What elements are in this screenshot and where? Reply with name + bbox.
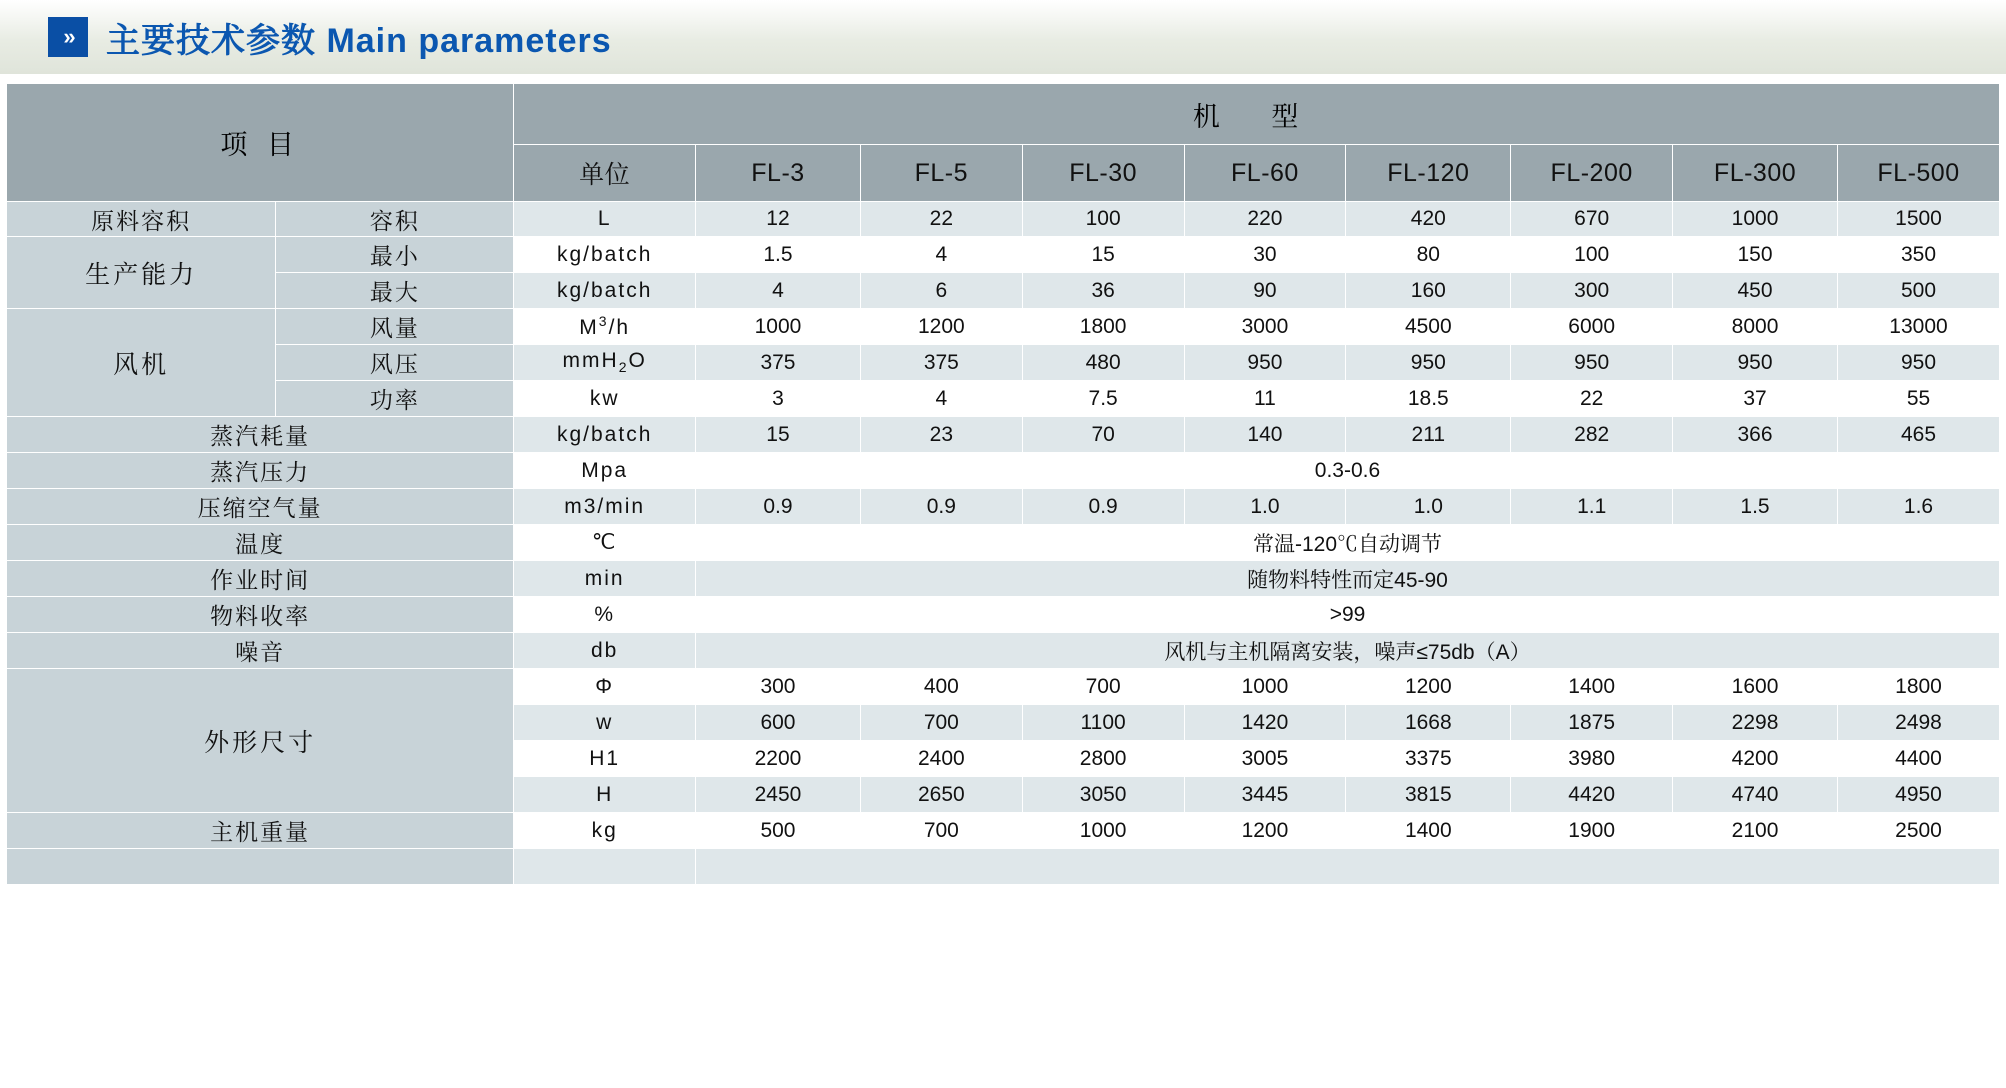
cell-value: 7.5 [1022,381,1184,417]
cell-value: 1000 [1022,813,1184,849]
cell-value: 2200 [696,741,861,777]
main-parameters-table [6,83,2000,885]
cell-value: 15 [696,417,861,453]
cell-value-merged: 常温-120℃自动调节 [696,525,2000,561]
row-unit: db [514,633,696,669]
cell-value: 420 [1346,202,1511,237]
cell-value: 450 [1673,273,1838,309]
table-row [7,237,2000,273]
cell-value: 0.9 [696,489,861,525]
cell-value: 300 [696,669,861,705]
cell-value: 1200 [1184,813,1346,849]
cell-value: 950 [1511,345,1673,381]
cell-value: 950 [1184,345,1346,381]
row-sublabel-volume: 容积 [276,202,514,237]
cell-value: 375 [696,345,861,381]
table-row-partial [7,849,2000,885]
cell-value: 18.5 [1346,381,1511,417]
row-unit-empty [514,849,696,885]
table-header-row-1 [7,84,2000,145]
cell-value: 1875 [1511,705,1673,741]
cell-value: 1800 [1838,669,2000,705]
row-label-noise: 噪音 [7,633,514,669]
cell-value-merged: 随物料特性而定45-90 [696,561,2000,597]
cell-value: 3980 [1511,741,1673,777]
cell-value: 3050 [1022,777,1184,813]
cell-value: 3445 [1184,777,1346,813]
header-model-fl30: FL-30 [1022,145,1184,202]
row-sublabel-airpressure: 风压 [276,345,514,381]
cell-value: 4 [860,381,1022,417]
cell-value: 150 [1673,237,1838,273]
header-model-fl5: FL-5 [860,145,1022,202]
cell-value: 140 [1184,417,1346,453]
cell-value: 1.0 [1346,489,1511,525]
row-label-operation-time: 作业时间 [7,561,514,597]
cell-value: 0.9 [860,489,1022,525]
cell-value: 1100 [1022,705,1184,741]
row-label-steam-consumption: 蒸汽耗量 [7,417,514,453]
cell-value: 700 [860,813,1022,849]
cell-value: 11 [1184,381,1346,417]
row-unit: H1 [514,741,696,777]
section-header [0,0,2006,76]
row-unit: H [514,777,696,813]
cell-value: 15 [1022,237,1184,273]
spec-table-wrapper [0,76,2006,885]
row-unit: min [514,561,696,597]
cell-value: 1.0 [1184,489,1346,525]
cell-value: 2400 [860,741,1022,777]
cell-value: 22 [1511,381,1673,417]
row-unit: m3/min [514,489,696,525]
cell-value-merged: 0.3-0.6 [696,453,2000,489]
cell-value: 1668 [1346,705,1511,741]
cell-value: 0.9 [1022,489,1184,525]
row-label-steam-pressure: 蒸汽压力 [7,453,514,489]
row-unit: Mpa [514,453,696,489]
row-unit: ℃ [514,525,696,561]
cell-value: 100 [1022,202,1184,237]
cell-value: 22 [860,202,1022,237]
header-model-fl500: FL-500 [1838,145,2000,202]
cell-value: 12 [696,202,861,237]
cell-value: 1420 [1184,705,1346,741]
cell-value: 2500 [1838,813,2000,849]
cell-value: 211 [1346,417,1511,453]
cell-value: 1900 [1511,813,1673,849]
row-label-compressed-air: 压缩空气量 [7,489,514,525]
table-row [7,417,2000,453]
cell-value: 600 [696,705,861,741]
table-row [7,633,2000,669]
cell-value: 700 [860,705,1022,741]
row-sublabel-power: 功率 [276,381,514,417]
cell-value: 4 [860,237,1022,273]
row-label-empty [7,849,514,885]
cell-value: 13000 [1838,309,2000,345]
cell-value: 8000 [1673,309,1838,345]
cell-value: 37 [1673,381,1838,417]
cell-value: 3815 [1346,777,1511,813]
row-unit: kw [514,381,696,417]
row-unit: kg/batch [514,417,696,453]
cell-value: 4200 [1673,741,1838,777]
cell-value: 3000 [1184,309,1346,345]
cell-value: 282 [1511,417,1673,453]
row-sublabel-airflow: 风量 [276,309,514,345]
cell-value: 400 [860,669,1022,705]
cell-value: 90 [1184,273,1346,309]
table-row [7,202,2000,237]
row-unit: w [514,705,696,741]
cell-value: 350 [1838,237,2000,273]
cell-value: 2800 [1022,741,1184,777]
table-row [7,345,2000,381]
cell-value: 950 [1346,345,1511,381]
cell-value: 4740 [1673,777,1838,813]
row-label-material-yield: 物料收率 [7,597,514,633]
cell-value: 2100 [1673,813,1838,849]
cell-value: 375 [860,345,1022,381]
row-label-dimensions: 外形尺寸 [7,669,514,813]
cell-value: 23 [860,417,1022,453]
cell-value: 2450 [696,777,861,813]
cell-value: 1800 [1022,309,1184,345]
header-model-fl120: FL-120 [1346,145,1511,202]
row-unit: $M^3/h$ [514,309,696,345]
row-unit: Φ [514,669,696,705]
row-label-raw-volume: 原料容积 [7,202,276,237]
cell-value: 30 [1184,237,1346,273]
cell-value: 80 [1346,237,1511,273]
cell-value: 480 [1022,345,1184,381]
table-row [7,309,2000,345]
header-model-fl3: FL-3 [696,145,861,202]
cell-value: 1.5 [1673,489,1838,525]
cell-value: 1400 [1511,669,1673,705]
header-unit: 单位 [514,145,696,202]
cell-value-merged: 风机与主机隔离安装，噪声≤75db（A） [696,633,2000,669]
cell-value: 2298 [1673,705,1838,741]
row-label-temperature: 温度 [7,525,514,561]
cell-value: 3 [696,381,861,417]
table-row [7,381,2000,417]
cell-value: 3005 [1184,741,1346,777]
cell-value: 55 [1838,381,2000,417]
table-row [7,669,2000,705]
table-row [7,813,2000,849]
table-row [7,489,2000,525]
row-unit: mmH$_2$O [514,345,696,381]
cell-value: 1000 [1673,202,1838,237]
cell-value: 36 [1022,273,1184,309]
cell-value: 670 [1511,202,1673,237]
double-chevron-right-icon: » [48,17,88,57]
cell-value: 4420 [1511,777,1673,813]
page-title: 主要技术参数 Main parameters [106,21,612,60]
header-item: 项 目 [7,84,514,202]
row-unit: L [514,202,696,237]
cell-value: 1400 [1346,813,1511,849]
table-row [7,273,2000,309]
cell-value: 1.1 [1511,489,1673,525]
cell-value: 500 [696,813,861,849]
row-label-capacity: 生产能力 [7,237,276,309]
cell-value: 4950 [1838,777,2000,813]
cell-value: 700 [1022,669,1184,705]
cell-value: 100 [1511,237,1673,273]
row-unit: kg [514,813,696,849]
cell-value: 160 [1346,273,1511,309]
cell-value-empty [696,849,2000,885]
cell-value: 1600 [1673,669,1838,705]
header-model-fl300: FL-300 [1673,145,1838,202]
cell-value: 1500 [1838,202,2000,237]
row-label-fan: 风机 [7,309,276,417]
cell-value: 950 [1673,345,1838,381]
cell-value: 1000 [1184,669,1346,705]
cell-value: 366 [1673,417,1838,453]
cell-value: 4500 [1346,309,1511,345]
cell-value: 220 [1184,202,1346,237]
table-row [7,453,2000,489]
row-label-machine-weight: 主机重量 [7,813,514,849]
header-model-fl60: FL-60 [1184,145,1346,202]
cell-value: 1000 [696,309,861,345]
cell-value: 1200 [860,309,1022,345]
cell-value: 1.5 [696,237,861,273]
cell-value: 300 [1511,273,1673,309]
cell-value: 6 [860,273,1022,309]
cell-value: 4400 [1838,741,2000,777]
table-row [7,561,2000,597]
header-model: 机 型 [514,84,2000,145]
cell-value: 1.6 [1838,489,2000,525]
cell-value: 2650 [860,777,1022,813]
cell-value: 500 [1838,273,2000,309]
cell-value: 6000 [1511,309,1673,345]
cell-value: 1200 [1346,669,1511,705]
row-sublabel-max: 最大 [276,273,514,309]
cell-value: 3375 [1346,741,1511,777]
row-unit: kg/batch [514,237,696,273]
row-unit: kg/batch [514,273,696,309]
row-sublabel-min: 最小 [276,237,514,273]
header-model-fl200: FL-200 [1511,145,1673,202]
cell-value: 465 [1838,417,2000,453]
cell-value: 4 [696,273,861,309]
table-row [7,525,2000,561]
cell-value: 70 [1022,417,1184,453]
cell-value-merged: >99 [696,597,2000,633]
cell-value: 950 [1838,345,2000,381]
cell-value: 2498 [1838,705,2000,741]
table-row [7,597,2000,633]
row-unit: % [514,597,696,633]
